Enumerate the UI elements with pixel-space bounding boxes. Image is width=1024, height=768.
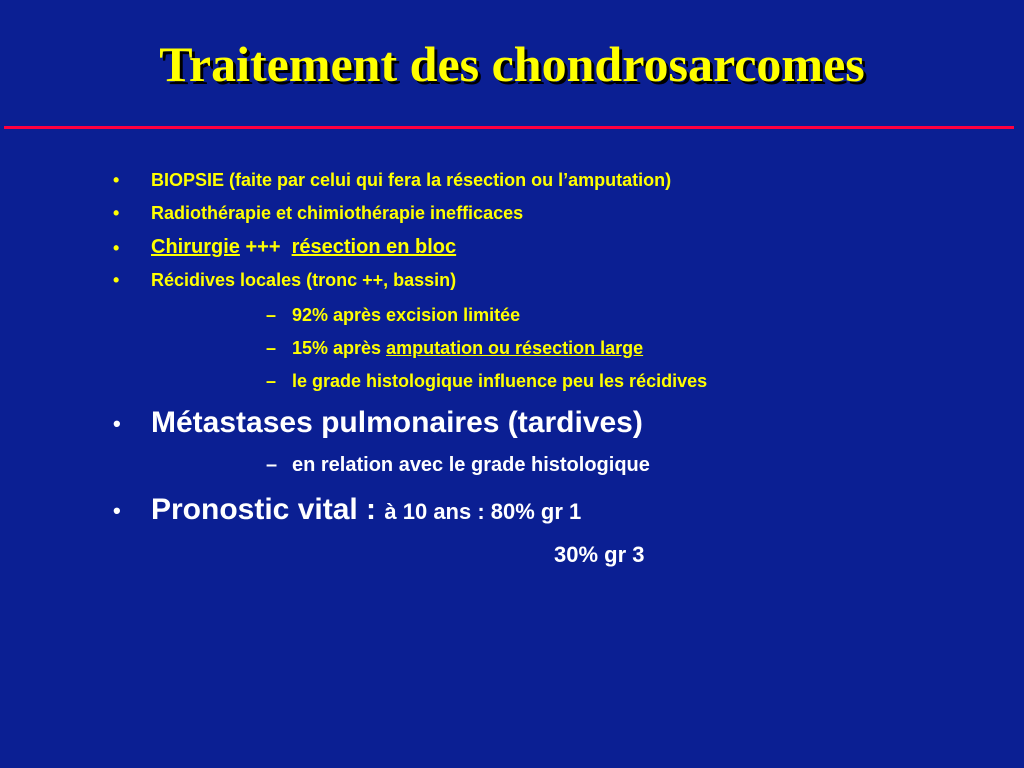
dash-marker: – <box>266 371 277 391</box>
pronostic-value-gr1: à 10 ans : 80% gr 1 <box>384 499 582 524</box>
slide-title: Traitement des chondrosarcomes <box>159 36 865 92</box>
bullet-text: BIOPSIE (faite par celui qui fera la résection ou l’amputation) <box>151 170 672 190</box>
sub-bullet-text <box>292 336 643 360</box>
dash-marker: – <box>266 305 277 325</box>
bullet-marker: • <box>113 203 120 223</box>
title-divider <box>4 126 1014 129</box>
plus-marks: +++ <box>239 236 292 258</box>
pronostic-value-gr3: 30% gr 3 <box>554 542 645 567</box>
bullet-text: Récidives locales (tronc ++, bassin) <box>151 270 457 290</box>
sub-bullet-text: 92% après excision limitée <box>292 305 521 325</box>
bullet-marker: • <box>113 270 120 290</box>
resection-en-bloc-underlined: résection en bloc <box>291 236 457 258</box>
chirurgie-underlined: Chirurgie <box>151 236 240 258</box>
bullet-text <box>151 492 581 528</box>
bullet-marker: • <box>113 498 121 523</box>
dash-marker: – <box>266 454 278 476</box>
dash-marker: – <box>266 338 277 358</box>
sub-bullet-text: en relation avec le grade histologique <box>292 454 650 476</box>
sub-bullet-text: le grade histologique influence peu les récidives <box>292 371 708 391</box>
bullet-marker: • <box>113 238 120 258</box>
bullet-text: Métastases pulmonaires (tardives) <box>151 406 643 439</box>
amputation-underlined: amputation ou résection large <box>386 338 644 358</box>
bullet-marker: • <box>113 170 120 190</box>
amputation-prefix: 15% après <box>292 338 387 358</box>
bullet-text <box>151 234 456 260</box>
bullet-marker: • <box>113 411 121 436</box>
bullet-text: Radiothérapie et chimiothérapie inefficaces <box>151 203 524 223</box>
pronostic-label: Pronostic vital : <box>151 493 385 526</box>
